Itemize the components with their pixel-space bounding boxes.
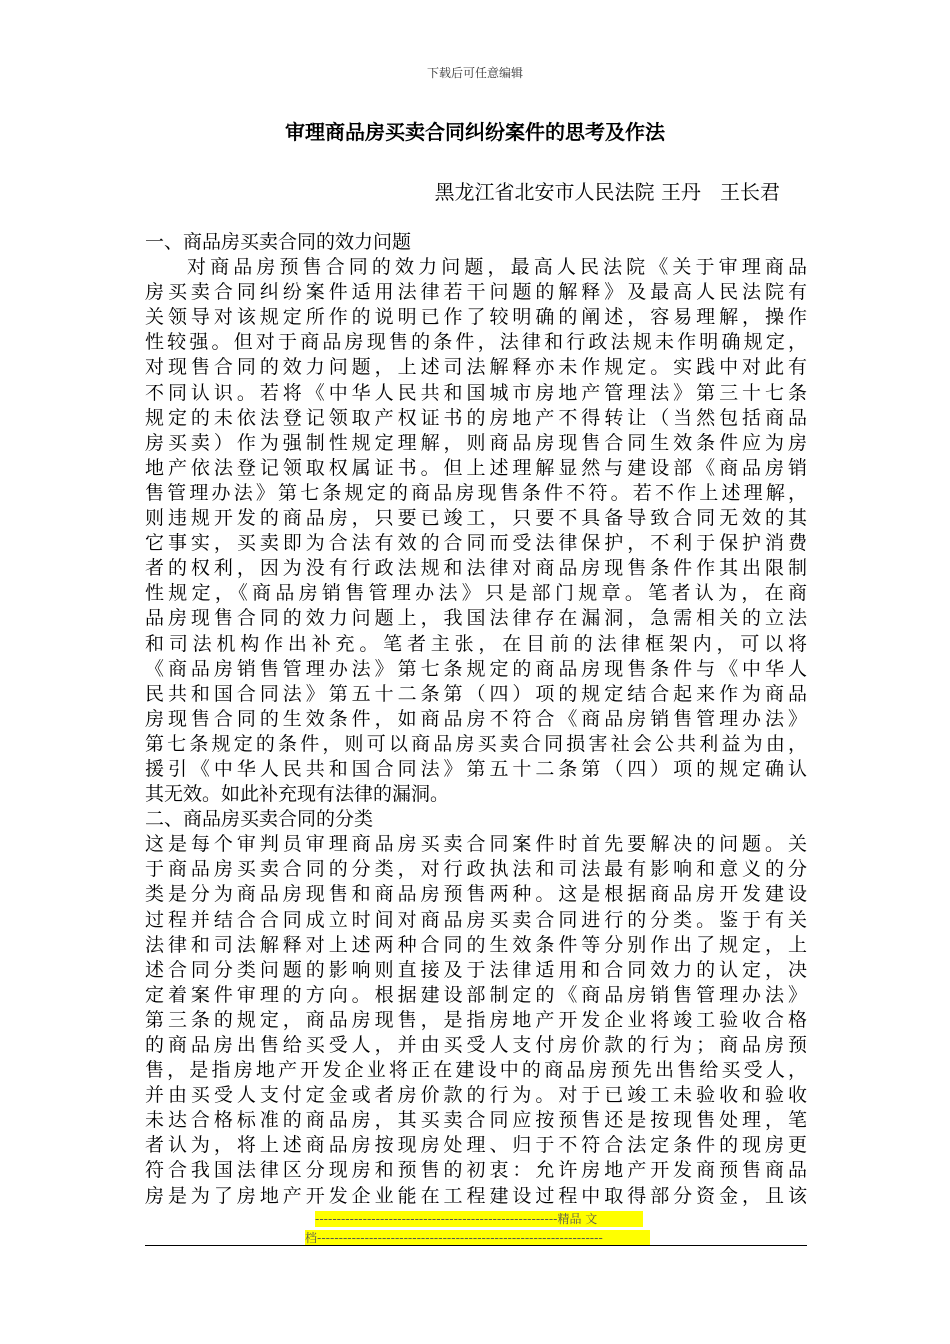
header-note: 下载后可任意编辑 [426, 66, 523, 80]
body-line: 品房现售合同的效力问题上，我国法律存在漏洞，急需相关的立法 [145, 607, 807, 630]
body-line: 规定的未依法登记领取产权证书的房地产不得转让（当然包括商品 [145, 406, 807, 429]
body-line: 者的权利，因为没有行政法规和法律对商品房现售条件作其出限制 [145, 557, 807, 580]
body-line: 房买卖合同纠纷案件适用法律若干问题的解释》及最高人民法院有 [145, 281, 807, 304]
body-line: 过程并结合合同成立时间对商品房买卖合同进行的分类。鉴于有关 [145, 908, 807, 931]
body-line: 对现售合同的效力问题，上述司法解释亦未作规定。实践中对此有 [145, 356, 807, 379]
body-line: 房现售合同的生效条件，如商品房不符合《商品房销售管理办法》 [145, 707, 807, 730]
body-line: 关领导对该规定所作的说明已作了较明确的阐述，容易理解，操作 [145, 306, 807, 329]
body-line: 法律和司法解释对上述两种合同的生效条件等分别作出了规定，上 [145, 933, 807, 956]
body-line: 不同认识。若将《中华人民共和国城市房地产管理法》第三十七条 [145, 381, 807, 404]
body-line: 售管理办法》第七条规定的商品房现售条件不符。若不作上述理解， [145, 481, 807, 504]
body-line: 一、商品房买卖合同的效力问题 [145, 231, 412, 253]
body-line: 它事实，买卖即为合法有效的合同而受法律保护，不利于保护消费 [145, 532, 807, 555]
body-line: 未达合格标准的商品房，其买卖合同应按预售还是按现售处理，笔 [145, 1109, 807, 1132]
body-line: 的商品房出售给买受人，并由买受人支付房价款的行为；商品房预 [145, 1034, 807, 1056]
footer-line-1: --------------------------------------------------------精品 文 [315, 1211, 643, 1227]
body-line: 房买卖）作为强制性规定理解，则商品房现售合同生效条件应为房 [145, 431, 807, 454]
body-line: 者认为，将上述商品房按现房处理、归于不符合法定条件的现房更 [145, 1134, 807, 1157]
body-line: 援引《中华人民共和国合同法》第五十二条第（四）项的规定确认 [145, 757, 807, 780]
body-line: 民共和国合同法》第五十二条第（四）项的规定结合起来作为商品 [145, 682, 807, 705]
body-line: 则违规开发的商品房，只要已竣工，只要不具备导致合同无效的其 [145, 507, 807, 530]
bottom-rule [145, 1245, 807, 1246]
document-title: 审理商品房买卖合同纠纷案件的思考及作法 [285, 120, 665, 144]
body-line: 地产依法登记领取权属证书。但上述理解显然与建设部《商品房销 [145, 456, 807, 479]
body-line: 并由买受人支付定金或者房价款的行为。对于已竣工未验收和验收 [145, 1084, 807, 1107]
body-line: 其无效。如此补充现有法律的漏洞。 [145, 783, 450, 806]
footer-watermark [305, 1211, 645, 1249]
body-line: 性规定，《商品房销售管理办法》只是部门规章。笔者认为，在商 [145, 582, 807, 605]
body-line: 二、商品房买卖合同的分类 [145, 808, 374, 831]
body-line: 述合同分类问题的影响则直接及于法律适用和合同效力的认定，决 [145, 958, 807, 981]
body-line: 符合我国法律区分现房和预售的初衷：允许房地产开发商预售商品 [145, 1159, 807, 1182]
body-line: 第七条规定的条件，则可以商品房买卖合同损害社会公共利益为由， [145, 732, 807, 755]
body-line: 和司法机构作出补充。笔者主张，在目前的法律框架内，可以将 [145, 632, 807, 655]
body-line: 对商品房预售合同的效力问题，最高人民法院《关于审理商品 [187, 256, 807, 279]
body-line: 性较强。但对于商品房现售的条件，法律和行政法规未作明确规定， [145, 331, 807, 354]
body-line: 定着案件审理的方向。根据建设部制定的《商品房销售管理办法》 [145, 983, 807, 1006]
body-line: 《商品房销售管理办法》第七条规定的商品房现售条件与《中华人 [145, 657, 807, 680]
body-line: 这是每个审判员审理商品房买卖合同案件时首先要解决的问题。关 [145, 833, 807, 856]
body-line: 类是分为商品房现售和商品房预售两种。这是根据商品房开发建设 [145, 883, 807, 906]
author-line: 黑龙江省北安市人民法院 王丹 王长君 [434, 180, 780, 204]
body-line: 于商品房买卖合同的分类，对行政执法和司法最有影响和意义的分 [145, 858, 807, 881]
footer-line-2: 档------------------------------------------------------------------ [305, 1230, 650, 1246]
document-body [145, 230, 807, 1209]
body-line: 房是为了房地产开发企业能在工程建设过程中取得部分资金，且该 [145, 1184, 807, 1207]
body-line: 售，是指房地产开发企业将正在建设中的商品房预先出售给买受人， [145, 1059, 807, 1082]
body-line: 第三条的规定，商品房现售，是指房地产开发企业将竣工验收合格 [145, 1008, 807, 1031]
